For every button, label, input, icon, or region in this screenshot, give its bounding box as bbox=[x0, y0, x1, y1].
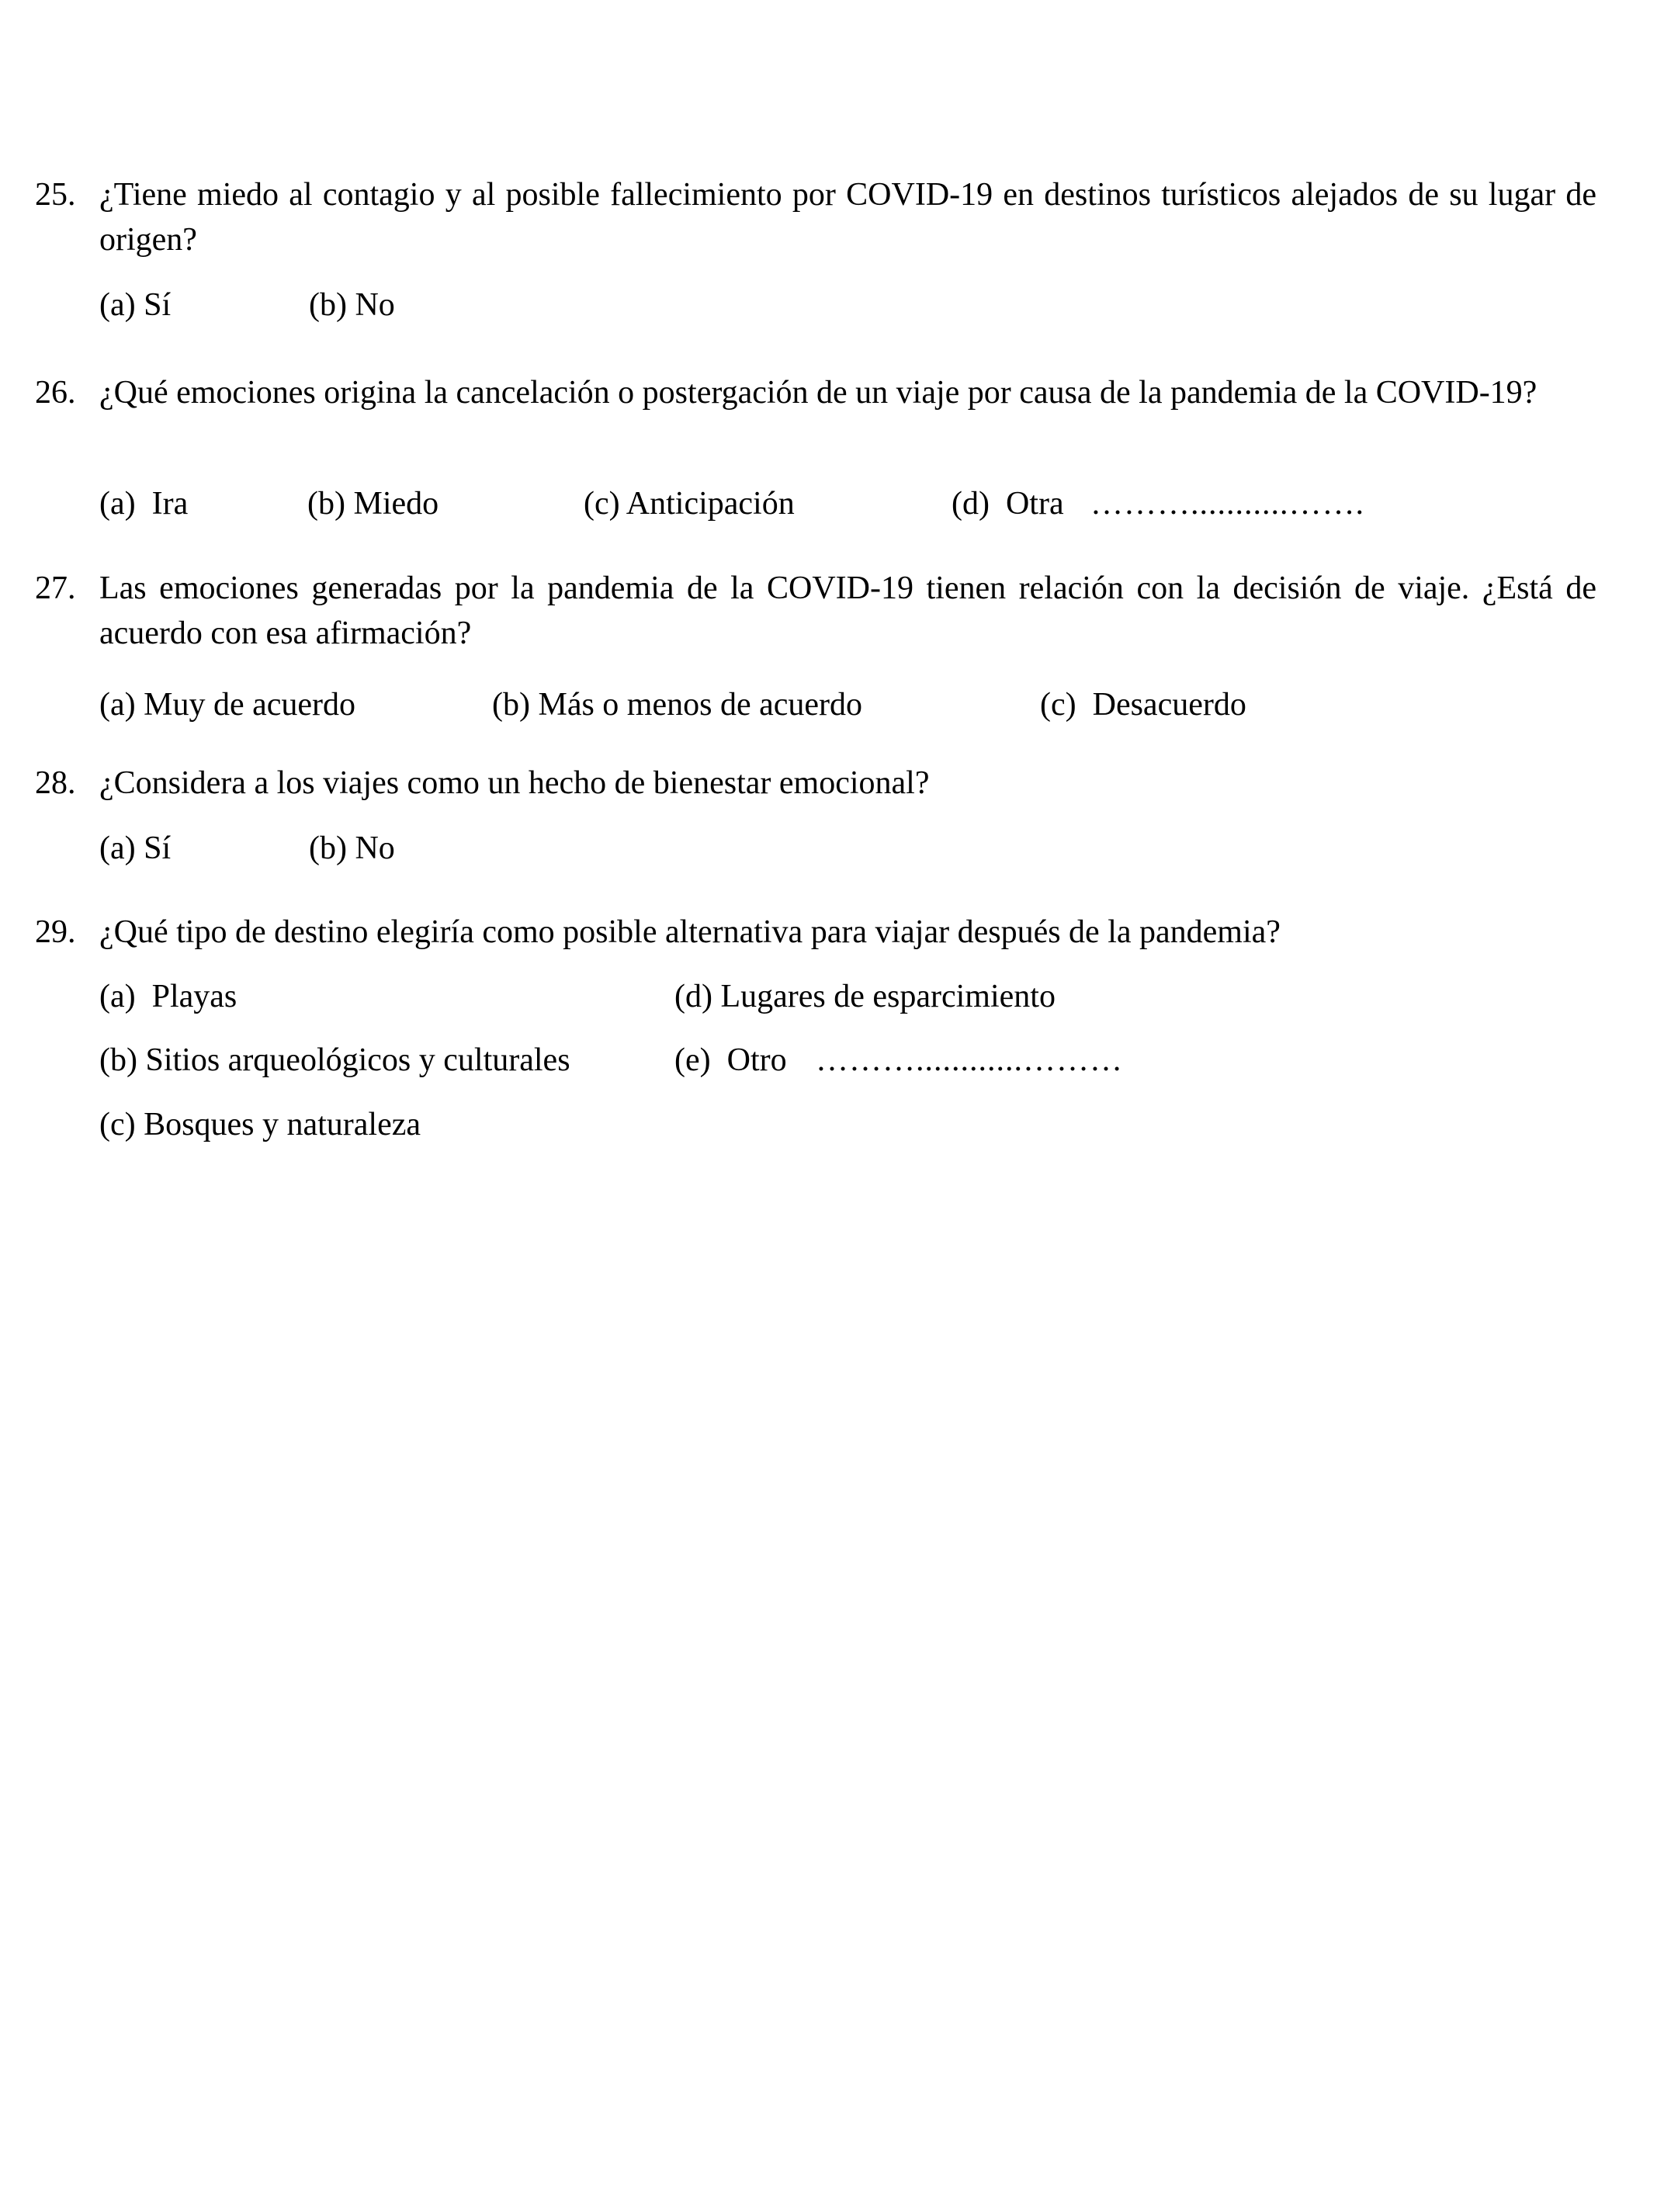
other-write-in-blank[interactable]: ………...........……. bbox=[1090, 486, 1364, 522]
option-b[interactable]: (b) Más o menos de acuerdo bbox=[492, 687, 863, 723]
question-text: ¿Tiene miedo al contagio y al posible fallecimiento por COVID-19 en destinos turísticos alejados de su lugar de origen? bbox=[99, 177, 1596, 258]
option-b[interactable]: (b) No bbox=[309, 830, 395, 866]
option-c[interactable]: (c) Bosques y naturaleza bbox=[99, 1107, 421, 1142]
option-d[interactable]: (d) Otra bbox=[952, 486, 1064, 522]
question-number: 28. bbox=[35, 765, 76, 801]
option-b[interactable]: (b) Sitios arqueológicos y culturales bbox=[99, 1042, 570, 1078]
option-b[interactable]: (b) Miedo bbox=[307, 486, 439, 522]
option-a[interactable]: (a) Sí bbox=[99, 830, 172, 866]
option-a[interactable]: (a) Muy de acuerdo bbox=[99, 687, 356, 723]
option-b[interactable]: (b) No bbox=[309, 287, 395, 323]
option-c[interactable]: (c) Desacuerdo bbox=[1040, 687, 1246, 723]
question-text: Las emociones generadas por la pandemia de la COVID-19 tienen relación con la decisión de viaje. ¿Está de acuerdo con esa afirmación? bbox=[99, 570, 1596, 651]
question-text: ¿Qué emociones origina la cancelación o postergación de un viaje por causa de la pandemia de la COVID-19? bbox=[99, 375, 1537, 411]
question-text: ¿Qué tipo de destino elegiría como posible alternativa para viajar después de la pandemia? bbox=[99, 914, 1281, 950]
question-number: 25. bbox=[35, 177, 76, 213]
option-d[interactable]: (d) Lugares de esparcimiento bbox=[674, 979, 1056, 1014]
question-number: 29. bbox=[35, 914, 76, 950]
option-c[interactable]: (c) Anticipación bbox=[584, 486, 795, 522]
question-number: 27. bbox=[35, 570, 76, 606]
option-e[interactable]: (e) Otro bbox=[674, 1042, 787, 1078]
option-a[interactable]: (a) Playas bbox=[99, 979, 237, 1014]
option-a[interactable]: (a) Ira bbox=[99, 486, 189, 522]
question-number: 26. bbox=[35, 375, 76, 411]
question-text: ¿Considera a los viajes como un hecho de bienestar emocional? bbox=[99, 765, 930, 801]
other-write-in-blank[interactable]: ………............……… bbox=[816, 1042, 1123, 1078]
option-a[interactable]: (a) Sí bbox=[99, 287, 172, 323]
